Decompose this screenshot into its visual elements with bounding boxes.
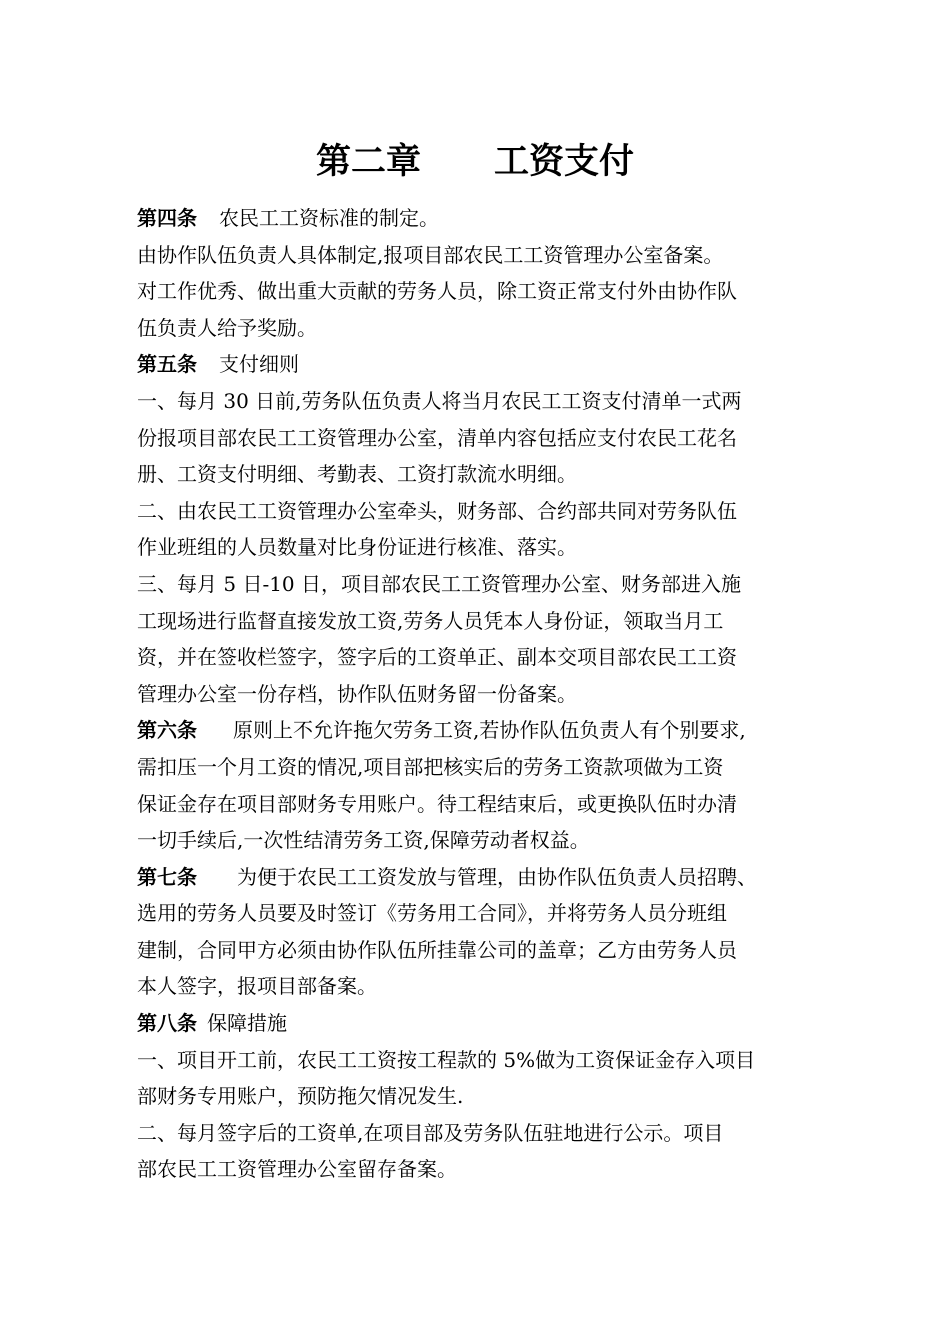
text-line: 二、每月签字后的工资单,在项目部及劳务队伍驻地进行公示。项目 xyxy=(137,1120,724,1145)
text-line: 三、每月 5 日-10 日，项目部农民工工资管理办公室、财务部进入施 xyxy=(137,571,742,596)
text-line: 需扣压一个月工资的情况,项目部把核实后的劳务工资款项做为工资 xyxy=(137,754,724,779)
text-line: 建制，合同甲方必须由协作队伍所挂靠公司的盖章；乙方由劳务人员 xyxy=(137,937,737,962)
article-label: 第六条 xyxy=(137,718,197,743)
document-body xyxy=(137,200,827,1188)
text-line: 资，并在签收栏签字，签字后的工资单正、副本交项目部农民工工资 xyxy=(137,645,737,670)
text-line: 对工作优秀、做出重大贡献的劳务人员，除工资正常支付外由协作队 xyxy=(137,279,737,304)
article-label: 第五条 xyxy=(137,352,197,377)
article-heading-text: 保障措施 xyxy=(207,1011,287,1036)
text-line: 二、由农民工工资管理办公室牵头，财务部、合约部共同对劳务队伍 xyxy=(137,498,737,523)
article-8-heading xyxy=(137,1005,827,1042)
text-line: 一、每月 30 日前,劳务队伍负责人将当月农民工工资支付清单一式两 xyxy=(137,388,742,413)
article-label: 第八条 xyxy=(137,1011,197,1036)
text-line: 保证金存在项目部财务专用账户。待工程结束后，或更换队伍时办清 xyxy=(137,791,737,816)
article-6-heading xyxy=(137,712,827,749)
article-heading-text: 支付细则 xyxy=(219,352,299,377)
article-5-heading xyxy=(137,346,827,383)
text-line: 一、项目开工前，农民工工资按工程款的 5%做为工资保证金存入项目 xyxy=(137,1047,756,1072)
text-line: 册、工资支付明细、考勤表、工资打款流水明细。 xyxy=(137,462,577,487)
article-first-line: 为便于农民工工资发放与管理，由协作队伍负责人员招聘、 xyxy=(237,864,757,889)
text-line: 一切手续后,一次性结清劳务工资,保障劳动者权益。 xyxy=(137,828,590,853)
article-label: 第七条 xyxy=(137,864,197,889)
text-line: 工现场进行监督直接发放工资,劳务人员凭本人身份证，领取当月工 xyxy=(137,608,724,633)
text-line: 本人签字，报项目部备案。 xyxy=(137,974,377,999)
article-label: 第四条 xyxy=(137,206,197,230)
text-line: 选用的劳务人员要及时签订《劳务用工合同》，并将劳务人员分班组 xyxy=(137,901,727,926)
chapter-title: 第二章 工资支付 xyxy=(315,141,635,182)
text-line: 部财务专用账户，预防拖欠情况发生. xyxy=(137,1084,464,1109)
text-line: 部农民工工资管理办公室留存备案。 xyxy=(137,1157,457,1182)
article-4-heading xyxy=(137,200,827,237)
text-line: 份报项目部农民工工资管理办公室，清单内容包括应支付农民工花名 xyxy=(137,425,737,450)
text-line: 管理办公室一份存档，协作队伍财务留一份备案。 xyxy=(137,681,577,706)
article-first-line: 原则上不允许拖欠劳务工资,若协作队伍负责人有个别要求, xyxy=(233,718,746,743)
text-line: 伍负责人给予奖励。 xyxy=(137,315,317,340)
text-line: 作业班组的人员数量对比身份证进行核准、落实。 xyxy=(137,535,577,560)
article-7-heading xyxy=(137,859,827,896)
text-line: 由协作队伍负责人具体制定,报项目部农民工工资管理办公室备案。 xyxy=(137,242,724,267)
article-heading-text: 农民工工资标准的制定。 xyxy=(219,206,439,230)
